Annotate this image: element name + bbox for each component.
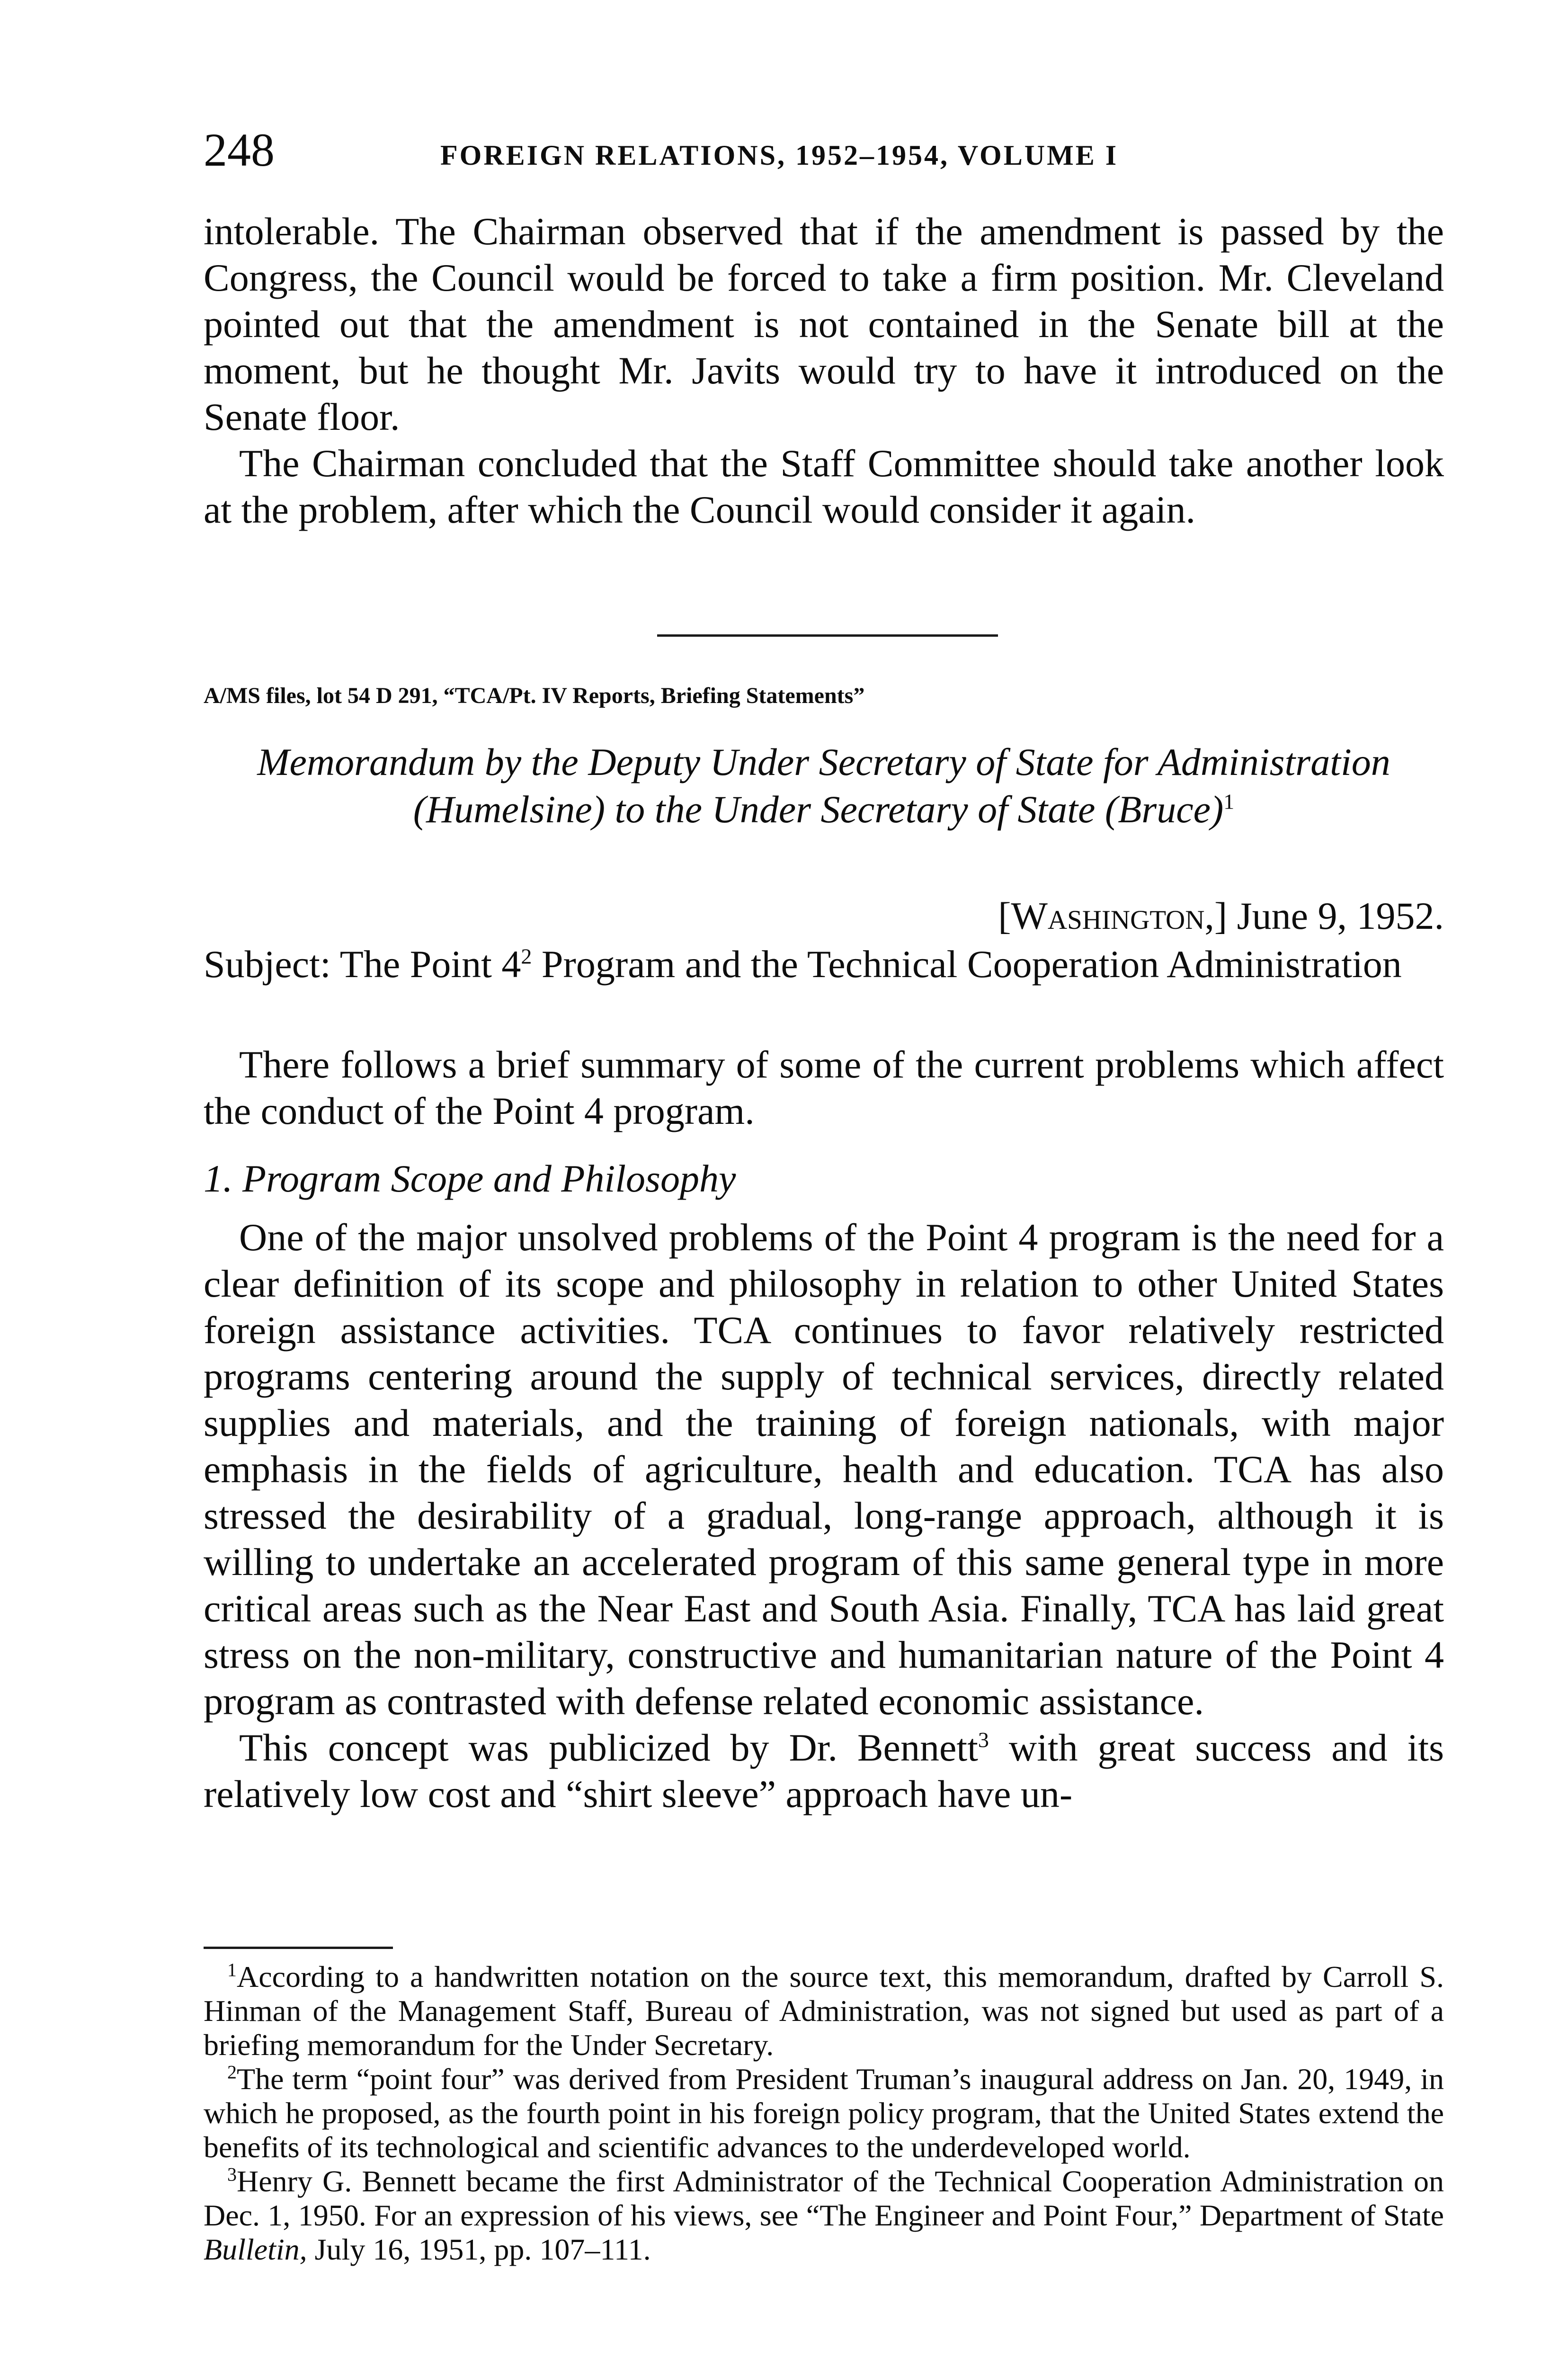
conclusion-paragraph: The Chairman concluded that the Staff Committee should take another look at the problem, after which the Council would consider it again. xyxy=(204,442,1444,531)
page-number: 248 xyxy=(204,124,275,176)
bennett-paragraph xyxy=(204,1725,1444,1817)
footnote-3-journal: Bulletin, xyxy=(204,2233,307,2266)
footnote-1-mark: 1 xyxy=(227,1959,237,1981)
bennett-text-before: This concept was publicized by Dr. Bennett xyxy=(239,1726,978,1769)
footnote-2 xyxy=(204,2062,1444,2164)
subject-prefix: Subject: The Point 4 xyxy=(204,943,521,986)
footnote-1-text: According to a handwritten notation on the source text, this memorandum, drafted by Carroll S. Hinman of the Management Staff, Bureau of Administration, was not signed but used as part of a briefing memorandum for the Under Secretary. xyxy=(204,1960,1444,2062)
footnote-3-text-before: Henry G. Bennett became the first Administrator of the Technical Cooperation Administration on Dec. 1, 1950. For an expression of his views, see “The Engineer and Point Four,” Department of State xyxy=(204,2164,1444,2232)
dateline-place: [Washington,] xyxy=(998,894,1228,937)
section-divider xyxy=(657,634,998,637)
dateline-date: June 9, 1952. xyxy=(1237,894,1444,937)
continued-text-block xyxy=(204,208,1444,533)
document-title xyxy=(204,739,1444,833)
footnote-2-text: The term “point four” was derived from President Truman’s inaugural address on Jan. 20, 1949, in which he proposed, as the fourth point in his foreign policy program, that the United States extend the benefits of its technological and scientific advances to the underdeveloped world. xyxy=(204,2062,1444,2164)
footnote-ref-1: 1 xyxy=(1223,789,1235,814)
subject-line xyxy=(204,943,1444,986)
footnote-3-text-after: July 16, 1951, pp. 107–111. xyxy=(314,2233,651,2266)
bennett-text-after: with great success and its relatively low cost and “shirt sleeve” approach have un- xyxy=(204,1726,1444,1815)
page-header xyxy=(204,124,1444,176)
footnote-ref-2: 2 xyxy=(521,944,532,969)
footnote-3-mark: 3 xyxy=(227,2163,237,2185)
continued-paragraph: intolerable. The Chairman observed that if the amendment is passed by the Congress, the Council would be forced to take a firm position. Mr. Cleveland pointed out that the amendment is not contained in the Senate bill at the moment, but he thought Mr. Javits would try to have it introduced on the Senate floor. xyxy=(204,210,1444,438)
footnote-divider xyxy=(204,1947,393,1949)
section-body xyxy=(204,1214,1444,1817)
document-title-text: Memorandum by the Deputy Under Secretary of State for Administration (Humelsine) to the Under Secretary of State (Bruce) xyxy=(257,740,1390,831)
footnote-3 xyxy=(204,2164,1444,2267)
footnotes xyxy=(204,1960,1444,2267)
subject-rest: Program and the Technical Cooperation Administration xyxy=(541,943,1402,986)
footnote-2-mark: 2 xyxy=(227,2061,237,2083)
source-citation: A/MS files, lot 54 D 291, “TCA/Pt. IV Reports, Briefing Statements” xyxy=(204,683,865,708)
intro-paragraph: There follows a brief summary of some of the current problems which affect the conduct of the Point 4 program. xyxy=(204,1043,1444,1132)
running-head: FOREIGN RELATIONS, 1952–1954, VOLUME I xyxy=(440,140,1119,171)
section-heading: 1. Program Scope and Philosophy xyxy=(204,1157,736,1200)
dateline xyxy=(998,892,1444,940)
intro-block xyxy=(204,1041,1444,1134)
footnote-1 xyxy=(204,1960,1444,2062)
footnote-ref-3: 3 xyxy=(978,1727,989,1752)
scope-paragraph: One of the major unsolved problems of the Point 4 program is the need for a clear definition of its scope and philosophy in relation to other United States foreign assistance activities. TCA continues to favor relatively restricted programs centering around the supply of technical services, directly related supplies and materials, and the training of foreign nationals, with major emphasis in the fields of agriculture, health and education. TCA has also stressed the desirability of a gradual, long-range approach, although it is willing to undertake an accelerated program of this same general type in more critical areas such as the Near East and South Asia. Finally, TCA has laid great stress on the non-military, constructive and humanitarian nature of the Point 4 program as contrasted with defense related economic assistance. xyxy=(204,1216,1444,1723)
